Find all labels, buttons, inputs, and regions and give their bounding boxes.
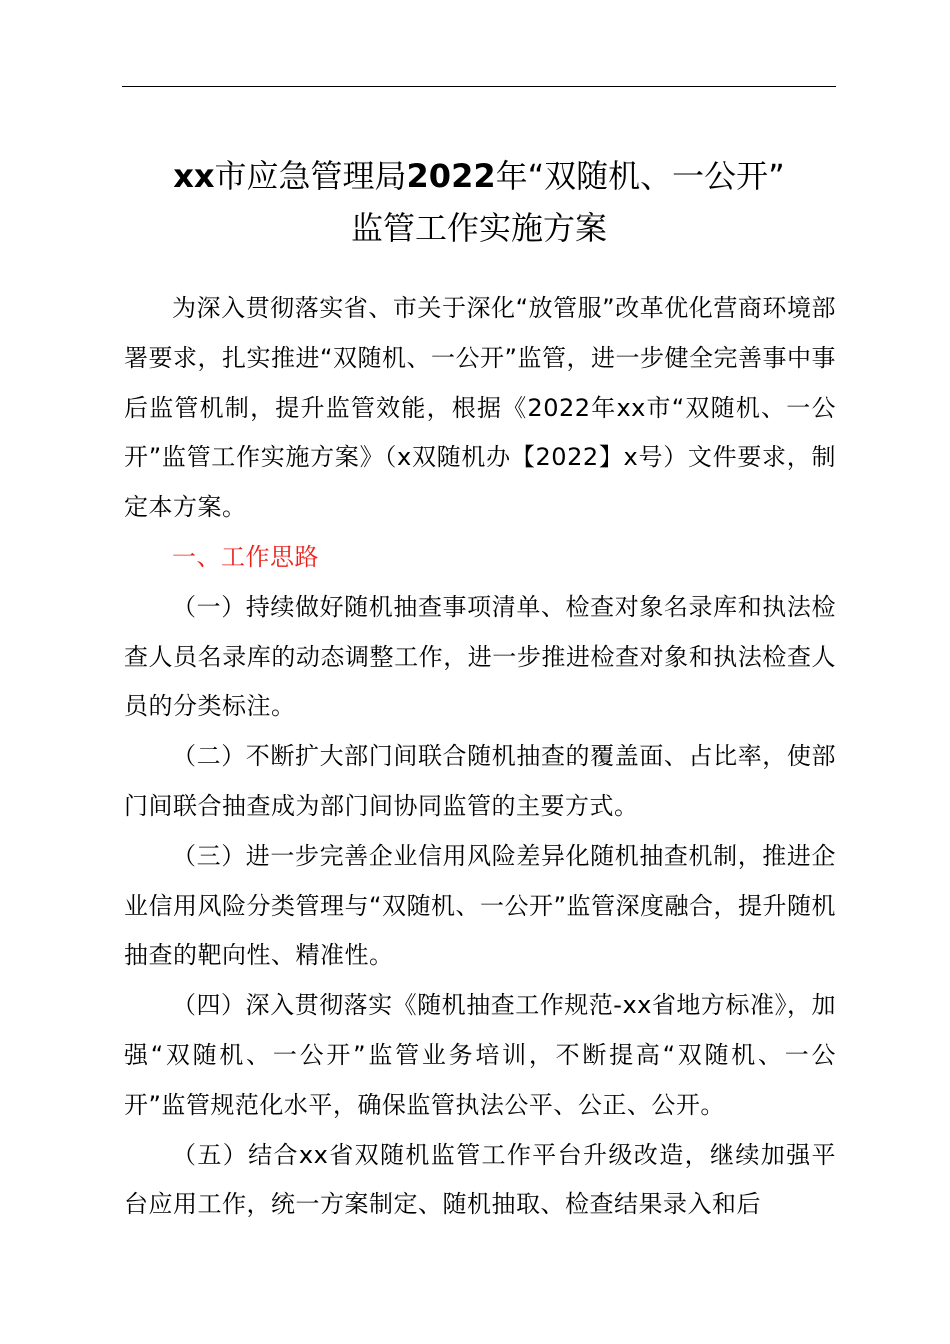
title-line-1 xyxy=(100,150,858,202)
intro-paragraph: 为深入贯彻落实省、市关于深化“放管服”改革优化营商环境部署要求，扎实推进“双随机、一公开”监管，进一步健全完善事中事后监管机制，提升监管效能，根据《2022年xx市“双随机、一公开”监管工作实施方案》（x双随机办【2022】x号）文件要求，制定本方案。 xyxy=(124,294,836,522)
item-paragraph: （五）结合xx省双随机监管工作平台升级改造，继续加强平台应用工作，统一方案制定、随机抽取、检查结果录入和后 xyxy=(124,1140,836,1219)
item-paragraph: （四）深入贯彻落实《随机抽查工作规范-xx省地方标准》，加强“双随机、一公开”监管业务培训，不断提高“双随机、一公开”监管规范化水平，确保监管执法公平、公正、公开。 xyxy=(124,991,836,1119)
header-rule xyxy=(122,86,836,87)
section-heading: 一、工作思路 xyxy=(172,542,319,571)
title-prefix: xx xyxy=(173,157,215,195)
title-line-2: 监管工作实施方案 xyxy=(350,209,607,247)
title-year: 2022 xyxy=(406,157,496,195)
title-part-b: 年“双随机、一公开” xyxy=(495,157,785,195)
item-paragraph: （三）进一步完善企业信用风险差异化随机抽查机制，推进企业信用风险分类管理与“双随机、一公开”监管深度融合，提升随机抽查的靶向性、精准性。 xyxy=(124,841,836,970)
item-paragraph: （二）不断扩大部门间联合随机抽查的覆盖面、占比率，使部门间联合抽查成为部门间协同监管的主要方式。 xyxy=(124,742,836,820)
item-paragraph: （一）持续做好随机抽查事项清单、检查对象名录库和执法检查人员名录库的动态调整工作，进一步推进检查对象和执法检查人员的分类标注。 xyxy=(124,592,836,721)
document-title xyxy=(100,150,858,254)
document-body xyxy=(124,284,836,1230)
title-part-a: 市应急管理局 xyxy=(214,157,407,195)
